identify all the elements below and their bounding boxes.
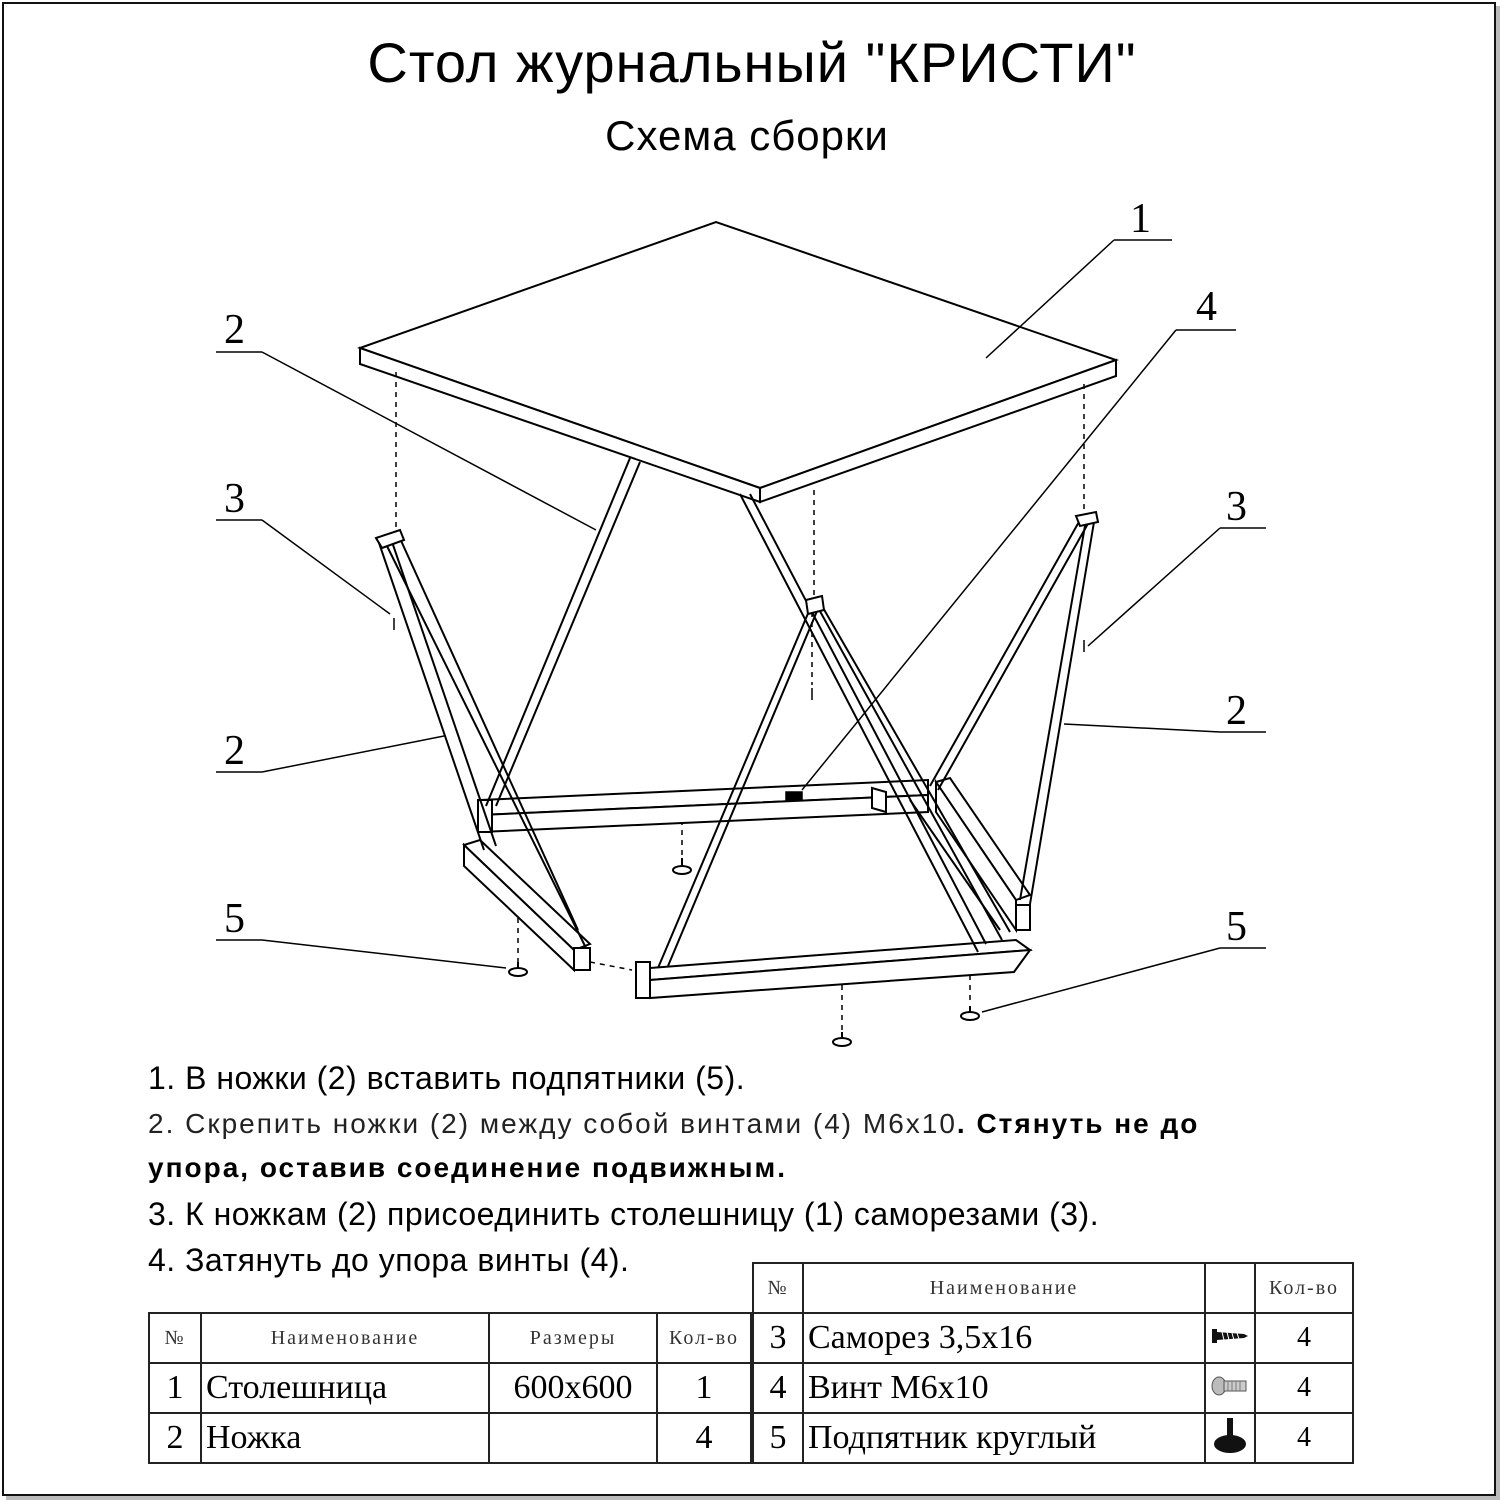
tabletop-part — [360, 222, 1116, 502]
row-name: Подпятник круглый — [803, 1413, 1205, 1463]
table-row — [149, 1413, 751, 1463]
step-2-bold-a: . Стянуть не до — [956, 1108, 1200, 1139]
row-name: Саморез 3,5х16 — [803, 1313, 1205, 1363]
callout-foot-pad-left: 5 — [224, 896, 245, 942]
parts-table-left — [148, 1312, 752, 1464]
page-title: Стол журнальный "КРИСТИ" — [367, 31, 1137, 94]
callout-leg-upper-left: 2 — [224, 307, 245, 353]
col-header-num: № — [753, 1263, 803, 1313]
table-row — [753, 1313, 1353, 1363]
row-num: 4 — [753, 1363, 803, 1413]
col-header-num: № — [149, 1313, 201, 1363]
row-size — [489, 1413, 657, 1463]
step-2-bold-b: упора, оставив соединение подвижным — [148, 1152, 778, 1183]
table-row — [753, 1363, 1353, 1413]
row-qty: 1 — [657, 1363, 751, 1413]
col-header-icon — [1205, 1263, 1255, 1313]
screw-icon — [1205, 1313, 1255, 1363]
row-qty: 4 — [1255, 1363, 1353, 1413]
callout-screw-m6: 4 — [1196, 284, 1217, 330]
col-header-size: Размеры — [489, 1313, 657, 1363]
step-2-bold-c: . — [777, 1152, 788, 1183]
callout-leg-right: 2 — [1226, 688, 1247, 734]
col-header-qty: Кол-во — [1255, 1263, 1353, 1313]
step-2-cont — [148, 1152, 787, 1184]
bolt-icon — [1205, 1363, 1255, 1413]
row-name: Столешница — [201, 1363, 489, 1413]
step-2 — [148, 1108, 1199, 1140]
row-name: Ножка — [201, 1413, 489, 1463]
callout-foot-pad-right: 5 — [1226, 904, 1247, 950]
brackets — [376, 512, 1098, 614]
callout-tabletop: 1 — [1130, 196, 1151, 242]
row-num: 3 — [753, 1313, 803, 1363]
row-qty: 4 — [657, 1413, 751, 1463]
callout-self-tapping-left: 3 — [224, 476, 245, 522]
row-num: 2 — [149, 1413, 201, 1463]
step-2-text: 2. Скрепить ножки (2) между собой винтами (4) М6х10 — [148, 1108, 957, 1139]
table-row — [753, 1413, 1353, 1463]
foot-pad-icon — [1205, 1413, 1255, 1463]
col-header-name: Наименование — [803, 1263, 1205, 1313]
callout-self-tapping-right: 3 — [1226, 484, 1247, 530]
step-4: 4. Затянуть до упора винты (4). — [148, 1242, 630, 1278]
row-qty: 4 — [1255, 1313, 1353, 1363]
col-header-qty: Кол-во — [657, 1313, 751, 1363]
row-name: Винт М6х10 — [803, 1363, 1205, 1413]
row-num: 5 — [753, 1413, 803, 1463]
col-header-name: Наименование — [201, 1313, 489, 1363]
parts-table-right — [752, 1262, 1354, 1464]
row-num: 1 — [149, 1363, 201, 1413]
screws-drawing — [394, 618, 1084, 800]
table-row — [149, 1363, 751, 1413]
step-1: 1. В ножки (2) вставить подпятники (5). — [148, 1060, 746, 1096]
callout-leg-lower-left: 2 — [224, 728, 245, 774]
row-qty: 4 — [1255, 1413, 1353, 1463]
step-3: 3. К ножкам (2) присоединить столешницу (1) саморезами (3). — [148, 1196, 1100, 1232]
leg-bars — [378, 458, 1094, 968]
page-subtitle: Схема сборки — [605, 112, 889, 159]
row-size: 600х600 — [489, 1363, 657, 1413]
